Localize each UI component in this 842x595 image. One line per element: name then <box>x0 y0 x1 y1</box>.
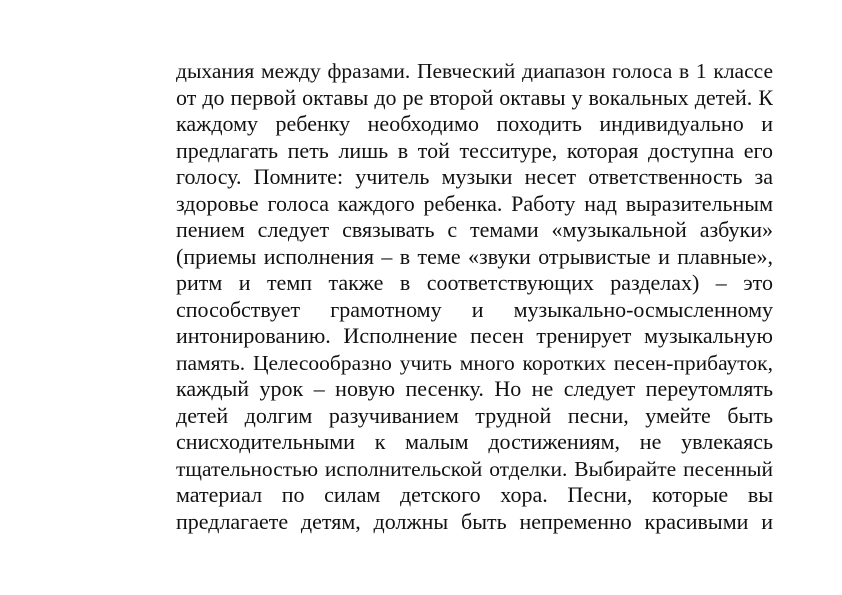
text-line-16: тщательностью исполнительской отделки. Выбирайте песенный <box>176 456 773 481</box>
text-line-1: дыхания между фразами. Певческий диапазон голоса в 1 классе <box>176 59 773 83</box>
text-line-10: способствует грамотному и музыкально-осмысленному <box>176 296 773 322</box>
text-line-2: от до первой октавы до ре второй октавы у вокальных детей. К <box>176 84 773 110</box>
text-line-15: снисходительными к малым достижениям, не увлекаясь <box>176 429 773 454</box>
text-line-12: память. Целесообразно учить много коротких песен-прибауток, <box>176 350 773 375</box>
text-line-17: материал по силам детского хора. Песни, которые вы <box>176 482 773 507</box>
text-line-6: здоровье голоса каждого ребенка. Работу над выразительным <box>176 190 773 216</box>
text-line-4: предлагать петь лишь в той тесситуре, которая доступна его <box>176 137 773 163</box>
text-line-14: детей долгим разучиванием трудной песни, умейте быть <box>176 402 773 428</box>
text-line-3: каждому ребенку необходимо походить индивидуально и <box>176 111 773 136</box>
text-line-7: пением следует связывать с темами «музыкальной азбуки» <box>176 217 773 242</box>
text-line-13: каждый урок – новую песенку. Но не следует переутомлять <box>176 376 773 401</box>
text-line-11: интонированию. Исполнение песен тренирует музыкальную <box>176 323 773 348</box>
body-text <box>176 58 773 535</box>
text-line-5: голосу. Помните: учитель музыки несет ответственность за <box>176 164 773 189</box>
text-line-9: ритм и темп также в соответствующих разделах) – это <box>176 270 773 295</box>
text-line-8: (приемы исполнения – в теме «звуки отрывистые и плавные», <box>176 243 773 269</box>
text-line-18: предлагаете детям, должны быть непременно красивыми и <box>176 508 773 534</box>
